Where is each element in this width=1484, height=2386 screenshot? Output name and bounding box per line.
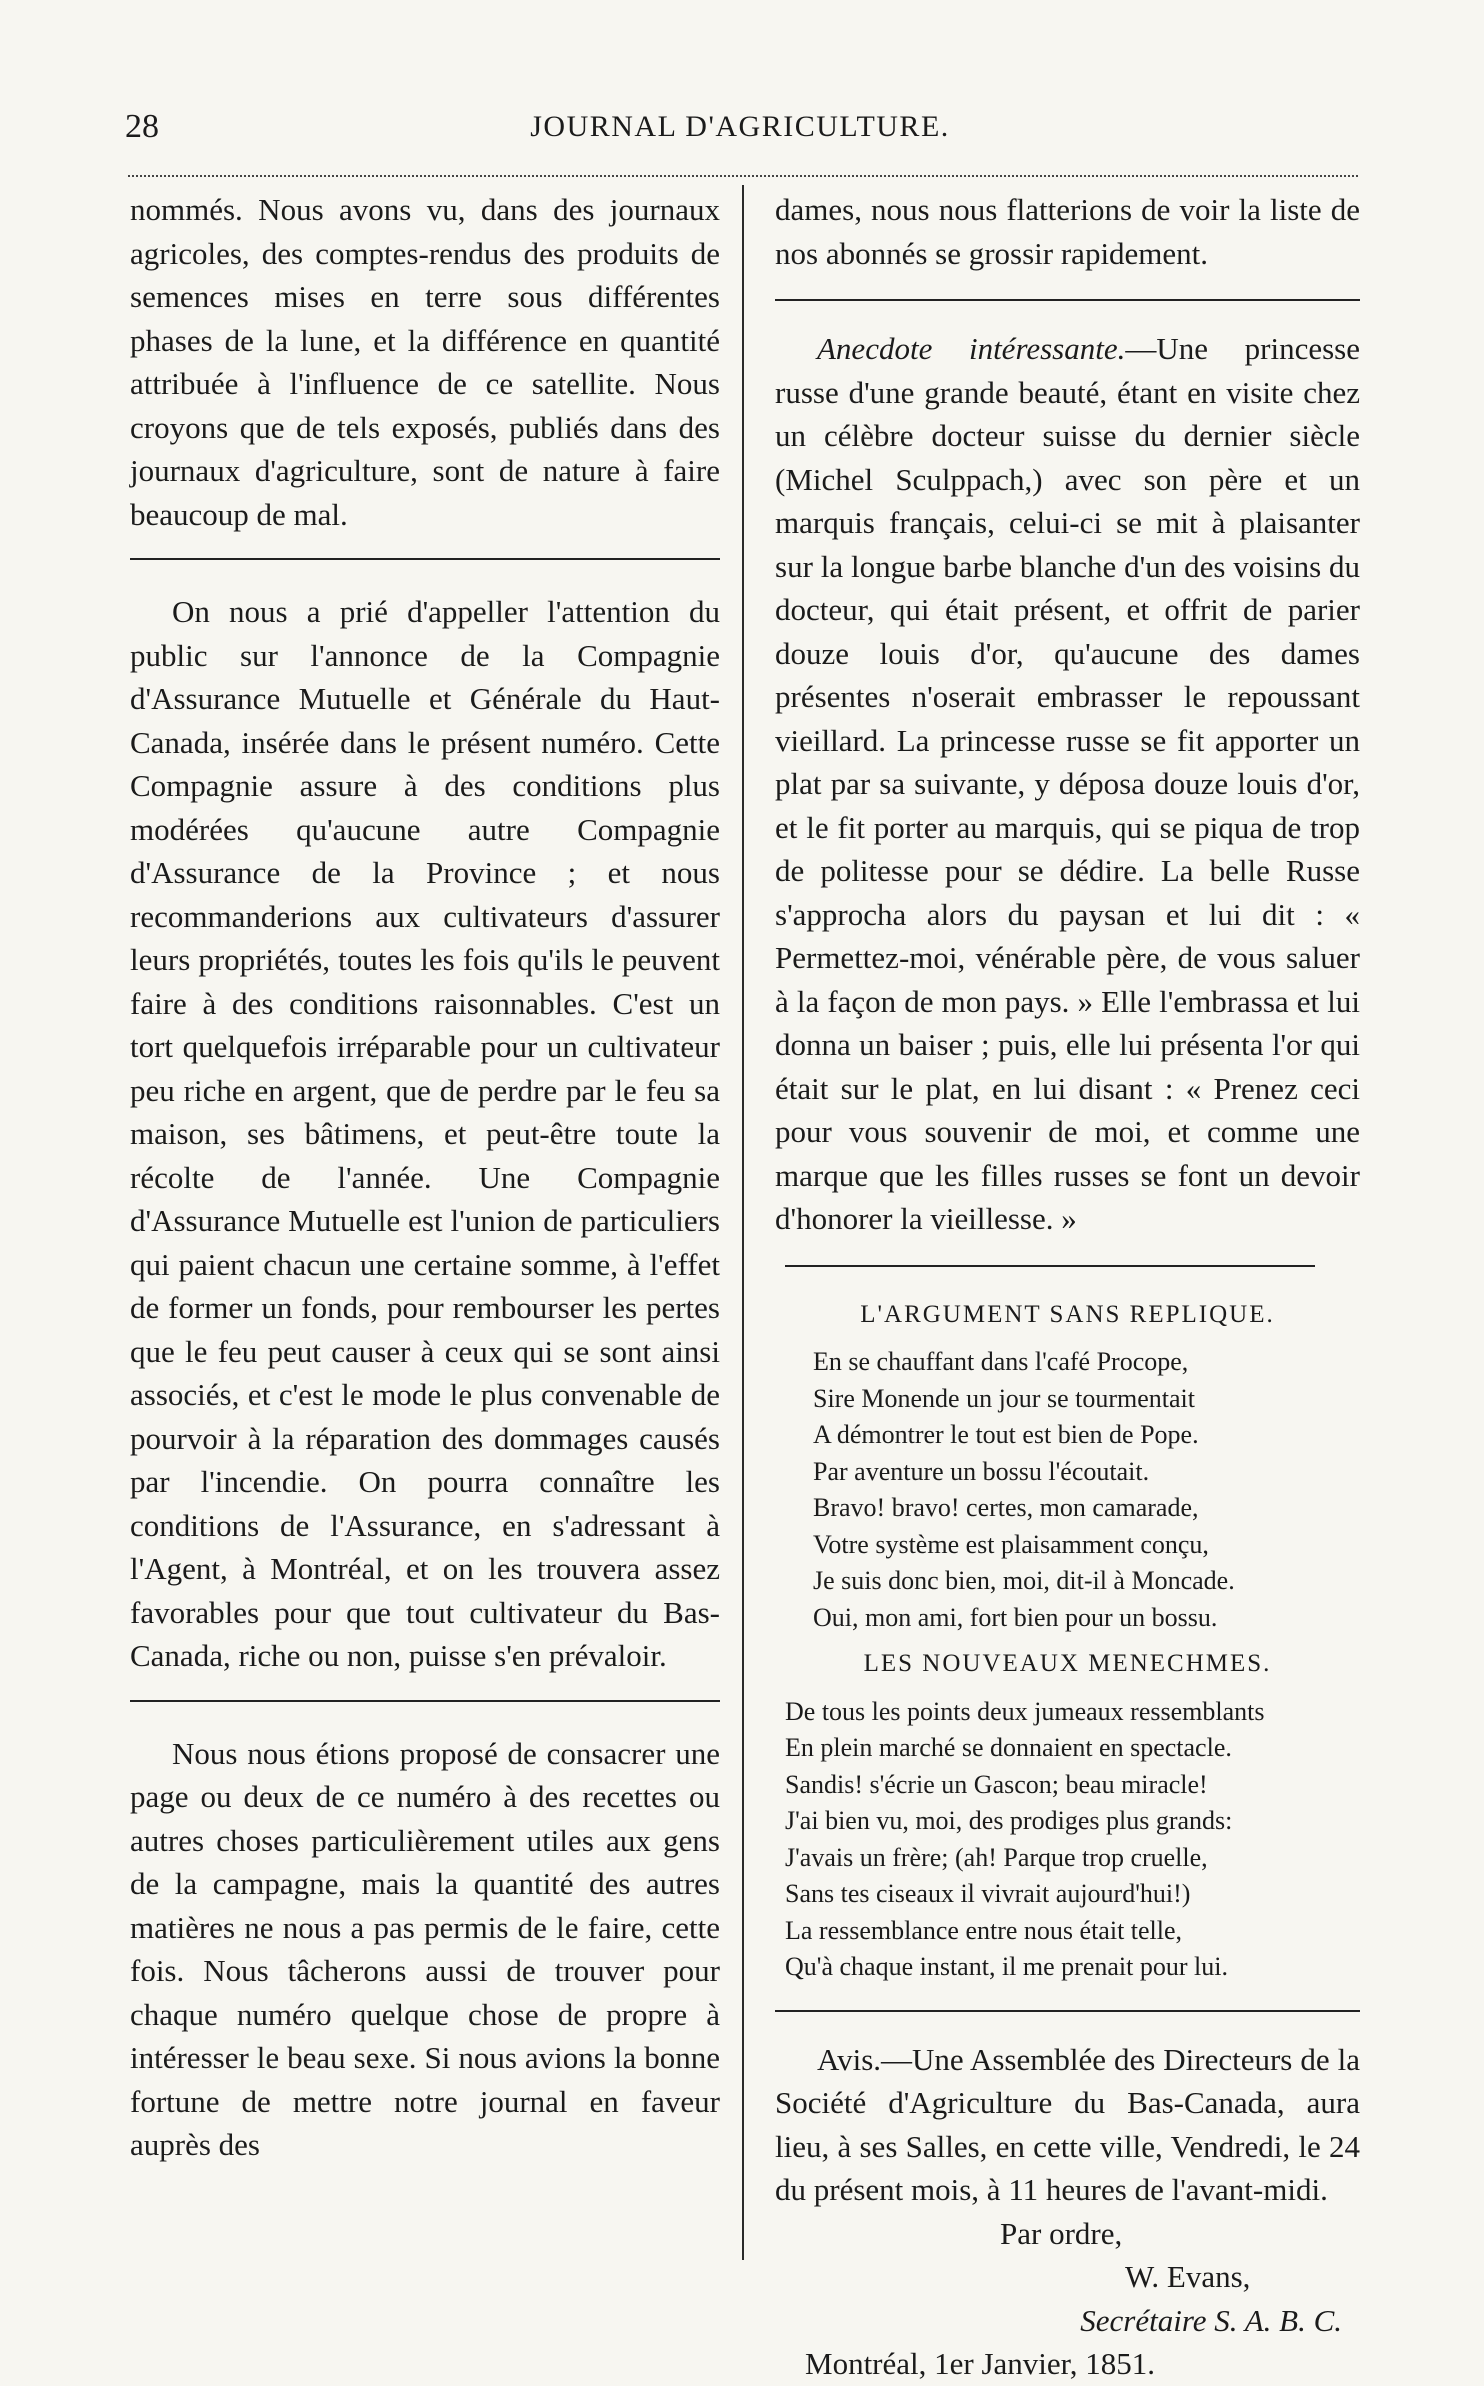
poem-line: Bravo! bravo! certes, mon camarade, [813,1493,1199,1522]
section-rule [130,558,720,560]
article-continuation: dames, nous nous flatterions de voir la liste de nos abonnés se grossir rapidement. [775,192,1360,271]
article-recipes: Nous nous étions proposé de consacrer une page ou deux de ce numéro à des recettes ou autres choses particulièrement utiles aux gens de la campagne, mais la quantité des autres matières ne nous a pas permis de le faire, cette fois. Nous tâcherons aussi de trouver pour chaque numéro quelque chose de propre à intéresser le beau sexe. Si nous avions la bonne fortune de mettre notre journal en faveur auprès des [130,1735,720,2162]
article-lunar-influence: nommés. Nous avons vu, dans des journaux agricoles, des comptes-rendus des produits de semences mises en terre sous différentes phases de la lune, et la différence en quantité attribuée à l'influence de ce satellite. Nous croyons que de tels exposés, publiés dans des journaux d'agriculture, sont de nature à faire beaucoup de mal. [130,192,720,532]
poem-title: LES NOUVEAUX MENECHMES. [863,1650,1272,1677]
signature-title [775,2299,1360,2343]
poem-line: La ressemblance entre nous était telle, [785,1915,1183,1945]
poem-line: Sans tes ciseaux il vivrait aujourd'hui!) [785,1879,1191,1908]
signature-title-text: Secrétaire S. A. B. C. [1080,2302,1342,2338]
poem-line: En se chauffant dans l'café Procope, [813,1347,1189,1376]
poem-line: Je suis donc bien, moi, dit-il à Moncade. [813,1566,1235,1595]
poem-line: A démontrer le tout est bien de Pope. [813,1420,1199,1449]
poem-line: J'ai bien vu, moi, des prodiges plus grands: [785,1806,1233,1835]
anecdote-title: Anecdote intéressante. [817,331,1126,366]
poem-argument [775,1344,1360,1636]
section-rule [775,299,1360,301]
article-insurance: On nous a prié d'appeller l'attention du public sur l'annonce de la Compagnie d'Assurance Mutuelle et Générale du Haut-Canada, insérée dans le présent numéro. Cette Compagnie assure à des conditions plus modérées qu'aucune autre Compagnie d'Assurance de la Province ; et nous recommanderions aux cultivateurs d'assurer leurs propriétés, toutes les fois qu'ils le peuvent faire à des conditions raisonnables. C'est un tort quelquefois irréparable pour un cultivateur peu riche en argent, que de perdre par le feu sa maison, ses bâtimens, et peut-être toute la récolte de l'année. Une Compagnie d'Assurance Mutuelle est l'union de particuliers qui paient chacun une certaine somme, à l'effet de former un fonds, pour rembourser les pertes que le feu peut causer à ceux qui se sont ainsi associés, et c'est le mode le plus convenable de pourvoir à la réparation des dommages causés par l'incendie. On pourra connaître les conditions de l'Assurance, en s'adressant à l'Agent, à Montréal, et on les trouvera assez favorables pour que tout cultivateur du Bas-Canada, riche ou non, puisse s'en prévaloir. [130,594,720,1673]
section-rule [130,1700,720,1702]
column-divider [742,185,744,2260]
journal-title: JOURNAL D'AGRICULTURE. [530,110,950,143]
right-column [775,188,1360,2386]
poem-line: Par aventure un bossu l'écoutait. [813,1456,1150,1486]
anecdote-body: —Une princesse russe d'une grande beauté, étant en visite chez un célèbre docteur suisse du dernier siècle (Michel Sculppach,) avec son père et un marquis français, celui-ci se mit à plaisanter sur la longue barbe blanche d'un des voisins du docteur, qui était présent, et offrit de parier douze louis d'or, qu'aucune des dames présentes n'oserait embrasser le repoussant vieillard. La princesse russe se fit apporter un plat par sa suivante, y déposa douze louis d'or, et le fit porter au marquis, qui se piqua de trop de politesse pour se dédire. La belle Russe s'approcha alors du paysan et lui dit : « Permettez-moi, vénérable père, de vous saluer à la façon de mon pays. » Elle l'embrassa et lui donna un baiser ; puis, elle lui présenta l'or qui était sur le plat, en lui disant : « Prenez ceci pour vous souvenir de moi, et comme une marque que les filles russes se font un devoir d'honorer la vieillesse. » [775,331,1360,1236]
par-ordre: Par ordre, [1000,2215,1123,2251]
notice-avis [775,2038,1360,2212]
section-rule [775,2010,1360,2012]
poem-line: Sire Monende un jour se tourmentait [813,1383,1195,1413]
page-number: 28 [125,108,159,145]
poem-menechmes [775,1694,1360,1986]
header-rule [128,175,1358,177]
article-anecdote [775,327,1360,1241]
poem-line: Votre système est plaisamment conçu, [813,1529,1209,1559]
place-date: Montréal, 1er Janvier, 1851. [805,2346,1155,2381]
page-header [120,108,1360,158]
poem-title: L'ARGUMENT SANS REPLIQUE. [860,1300,1275,1328]
left-column [130,188,720,2167]
avis-body: —Une Assemblée des Directeurs de la Société d'Agriculture du Bas-Canada, aura lieu, à ses Salles, en cette ville, Vendredi, le 24 du présent mois, à 11 heures de l'avant-midi. [775,2041,1360,2207]
poem-line: De tous les points deux jumeaux ressemblants [785,1696,1265,1726]
poem-line: J'avais un frère; (ah! Parque trop cruelle, [785,1842,1208,1872]
signature-name: W. Evans, [1125,2259,1251,2294]
poem-line: En plein marché se donnaient en spectacle. [785,1733,1232,1762]
poem-line: Qu'à chaque instant, il me prenait pour lui. [785,1952,1228,1981]
poem-line: Sandis! s'écrie un Gascon; beau miracle! [785,1769,1208,1799]
section-rule [785,1265,1315,1267]
poem-line: Oui, mon ami, fort bien pour un bossu. [813,1602,1218,1632]
avis-label: Avis. [817,2041,882,2077]
